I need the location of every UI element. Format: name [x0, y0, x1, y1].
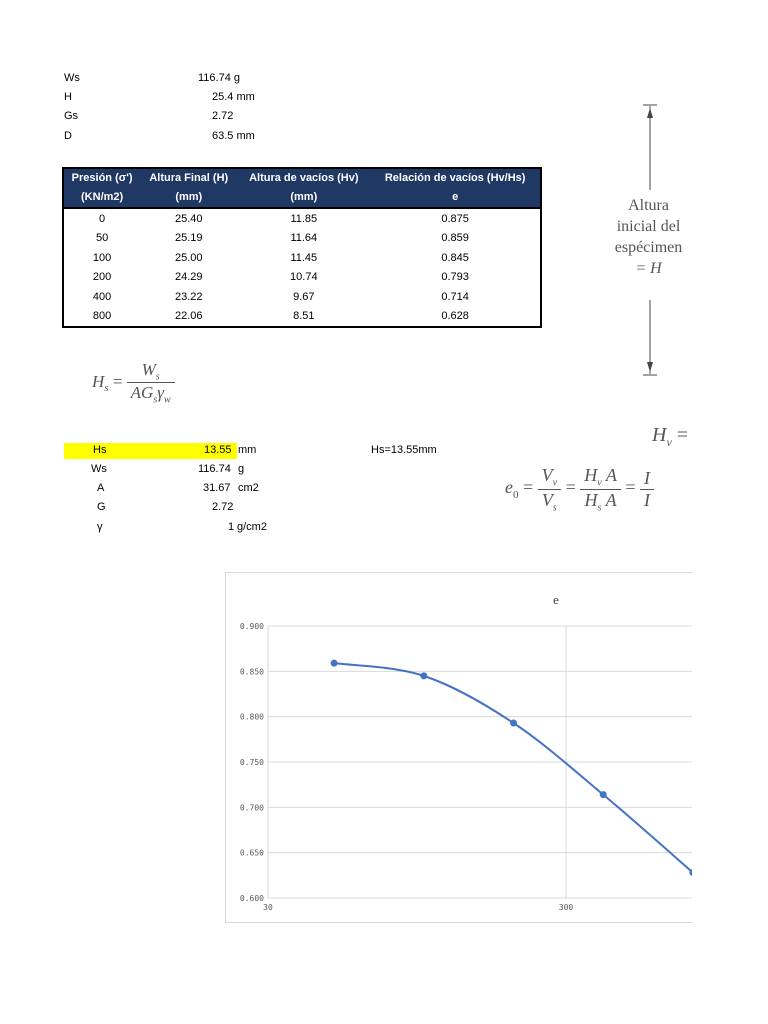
hs-formula-num: W [141, 360, 156, 379]
e0-formula [505, 465, 654, 513]
figure-text: Altura [628, 197, 669, 214]
table-row [63, 268, 541, 288]
table-cell: 0.714 [441, 290, 469, 303]
figure-text: espécimen [614, 239, 683, 256]
table-row [63, 229, 541, 249]
table-cell: 50 [95, 232, 109, 245]
table-cell: 100 [92, 251, 112, 264]
hs-formula-num-sub: s [155, 371, 160, 383]
table-cell: 0.845 [441, 251, 469, 264]
table-cell: 11.85 [237, 208, 370, 229]
hs-formula [92, 360, 175, 406]
e0-f1-num: V [541, 465, 553, 485]
table-cell: 200 [92, 271, 112, 284]
table-cell: 0.628 [441, 310, 469, 323]
ws-label: Ws [91, 463, 107, 475]
a-label: A [97, 482, 105, 494]
hs-formula-den-sub: s [153, 394, 158, 406]
e0-eq-2: = [565, 477, 576, 498]
table-cell: 22.06 [175, 310, 203, 323]
table-cell: 0.859 [441, 232, 469, 245]
e0-f1-den: V [541, 489, 553, 510]
gamma-label: γ [97, 521, 103, 533]
table-cell: 23.22 [175, 290, 203, 303]
g-value: 2.72 [212, 501, 234, 513]
table-cell: 11.45 [290, 251, 318, 264]
header-presion-unit: (KN/m2) [63, 188, 140, 208]
data-point [510, 720, 517, 727]
gamma-unit: g/cm2 [237, 521, 267, 533]
e0-fraction-h [580, 465, 621, 513]
e0-fraction-cut [640, 468, 654, 511]
e0-f2-den: H [584, 489, 598, 510]
param-value: 63.5 mm [212, 130, 255, 142]
hs-formula-den-tail-sub: w [163, 394, 171, 406]
hs-unit: mm [238, 444, 257, 456]
data-point [420, 672, 427, 679]
hs-formula-den-tail: γ [157, 383, 164, 403]
header-altura-vacios: Altura de vacíos (Hv) [237, 168, 370, 188]
param-label: H [64, 91, 72, 103]
a-unit: cm2 [238, 482, 259, 494]
table-row [63, 208, 541, 229]
data-point [600, 791, 607, 798]
e0-eq-3: = [625, 477, 636, 498]
table-cell: 11.64 [290, 232, 318, 245]
e0-eq: = [523, 477, 534, 498]
e0-f1-num-sub: v [552, 477, 558, 489]
e0-f2-num: H [584, 465, 598, 485]
e0-f2-den-tail: A [601, 489, 617, 510]
e0-fraction-v [538, 465, 561, 513]
y-tick-label: 0.600 [239, 894, 264, 903]
hs-label: Hs [93, 444, 107, 456]
hs-formula-lhs-sub: s [104, 382, 109, 395]
table-cell: 0 [63, 208, 140, 229]
ws-unit: g [238, 463, 245, 475]
hs-note: Hs=13.55mm [371, 444, 437, 456]
hv-eq: = [676, 424, 689, 446]
table-cell: 25.19 [175, 232, 203, 245]
hs-formula-den: AG [130, 383, 154, 403]
figure-text: inicial del [616, 218, 681, 235]
y-tick-label: 0.650 [239, 848, 264, 858]
hs-formula-eq: = [112, 371, 123, 391]
hv-sub: v [666, 435, 672, 449]
header-altura-final-unit: (mm) [140, 188, 237, 208]
header-presion: Presión (σ') [63, 168, 140, 188]
y-tick-label: 0.850 [239, 667, 264, 677]
ws-value: 116.74 [198, 463, 231, 475]
table-cell: 0.793 [441, 271, 469, 284]
hs-value: 13.55 [204, 444, 232, 456]
table-cell: 10.74 [290, 271, 318, 284]
series-line [334, 663, 692, 872]
hs-formula-lhs: H [92, 371, 105, 391]
table-header-row [63, 168, 541, 188]
e0-formula-clip [505, 465, 691, 535]
y-tick-label: 0.800 [239, 712, 264, 722]
y-tick-label: 0.900 [239, 622, 264, 631]
a-value: 31.67 [203, 482, 231, 494]
hv-symbol: H [652, 424, 667, 446]
header-relacion-vacios-unit: e [370, 188, 541, 208]
table-cell: 8.51 [293, 310, 315, 323]
figure-text: = H [635, 260, 662, 277]
e0-f3-den: I [644, 489, 651, 510]
x-tick-label: 30 [263, 903, 273, 912]
param-value: 2.72 [212, 110, 234, 122]
header-altura-vacios-unit: (mm) [237, 188, 370, 208]
table-cell: 25.00 [175, 251, 203, 264]
chart-title: e [553, 592, 559, 607]
gamma-value: 1 [228, 521, 235, 533]
param-label: Ws [64, 72, 80, 84]
table-header-row [63, 188, 541, 208]
chart-svg [226, 573, 692, 922]
param-value: 25.4 mm [212, 91, 255, 103]
e0-f2-num-tail: A [601, 465, 617, 485]
table-cell: 0.875 [370, 208, 541, 229]
g-label: G [97, 501, 106, 513]
table-row [63, 287, 541, 307]
e0-lhs: e [505, 477, 513, 498]
param-label: Gs [64, 110, 79, 122]
param-value: 116.74 g [198, 72, 241, 84]
data-point [331, 660, 338, 667]
table-cell: 9.67 [293, 290, 315, 303]
y-tick-label: 0.750 [239, 758, 264, 767]
header-relacion-vacios: Relación de vacíos (Hv/Hs) [370, 168, 541, 188]
table-cell: 800 [92, 310, 112, 323]
hv-formula-fragment [652, 424, 688, 450]
param-label: D [64, 130, 72, 142]
table-row [63, 248, 541, 268]
table-row [63, 307, 541, 328]
table-cell: 25.40 [140, 208, 237, 229]
void-ratio-chart [225, 572, 692, 923]
e0-f1-den-sub: s [552, 502, 557, 514]
table-cell: 24.29 [175, 271, 203, 284]
e0-f2-den-sub: s [597, 502, 602, 514]
e0-f2-num-sub: v [597, 477, 602, 489]
e0-lhs-sub: 0 [513, 488, 519, 501]
table-cell: 400 [92, 290, 112, 303]
header-altura-final: Altura Final (H) [140, 168, 237, 188]
consolidation-table [62, 167, 542, 328]
x-tick-label: 300 [558, 903, 574, 912]
y-tick-label: 0.700 [239, 803, 264, 813]
hs-formula-fraction [127, 360, 175, 406]
e0-f3-num: I [640, 468, 654, 490]
